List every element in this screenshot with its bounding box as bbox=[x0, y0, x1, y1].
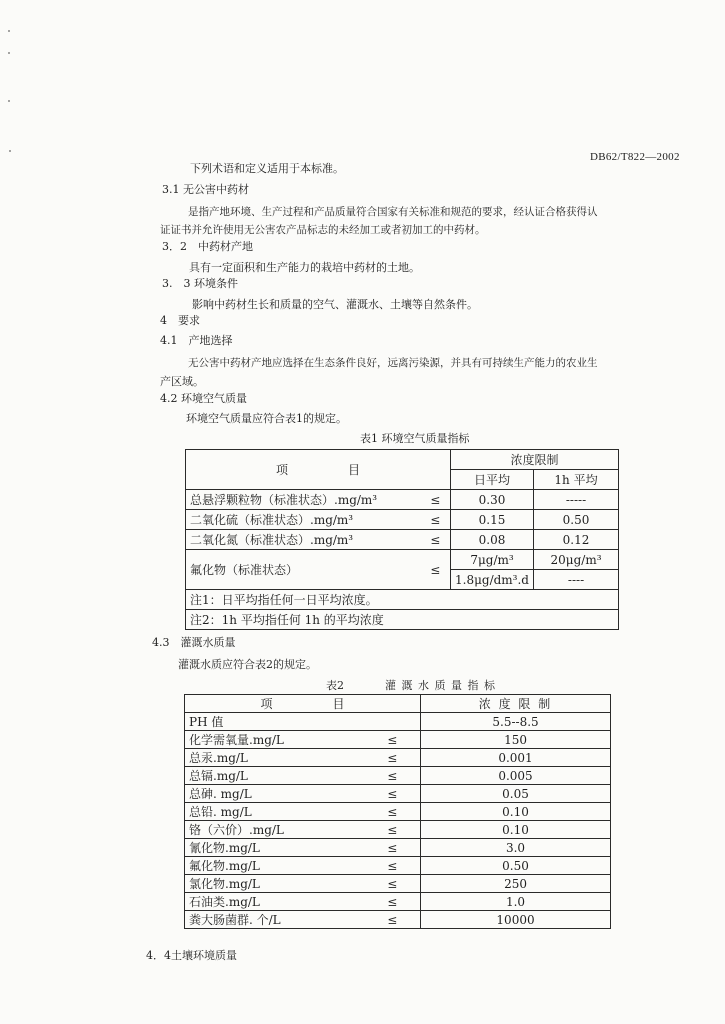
table2-item: 氯化物.mg/L bbox=[185, 875, 365, 893]
section-4-3-title: 4.3 灌溉水质量 bbox=[152, 636, 236, 649]
table-row bbox=[185, 839, 611, 857]
table-row bbox=[186, 510, 619, 530]
section-3-1-body-cont: 证证书并允许使用无公害农产品标志的未经加工或者初加工的中药材。 bbox=[160, 224, 486, 236]
leq-symbol: ≤ bbox=[365, 749, 421, 767]
table2-item: 石油类.mg/L bbox=[185, 893, 365, 911]
table2-header-item: 项 目 bbox=[185, 695, 421, 713]
table2-item: 总镉.mg/L bbox=[185, 767, 365, 785]
table2-header-limit: 浓 度 限 制 bbox=[421, 695, 611, 713]
leq-symbol: ≤ bbox=[421, 550, 451, 590]
table1-item-fluoride: 氟化物（标准状态） bbox=[186, 550, 421, 590]
table2-item: 铬（六价）.mg/L bbox=[185, 821, 365, 839]
irrigation-water-table bbox=[184, 694, 611, 929]
table2-value: 0.001 bbox=[421, 749, 611, 767]
table1-day-value: 0.15 bbox=[451, 510, 534, 530]
leq-symbol: ≤ bbox=[421, 510, 451, 530]
table2-symbol bbox=[365, 713, 421, 731]
leq-symbol: ≤ bbox=[365, 767, 421, 785]
table2-value: 1.0 bbox=[421, 893, 611, 911]
leq-symbol: ≤ bbox=[365, 839, 421, 857]
table2-value: 0.10 bbox=[421, 821, 611, 839]
section-4-title: 4 要求 bbox=[160, 314, 200, 327]
section-3-2-title: 3．2 中药材产地 bbox=[162, 240, 253, 253]
table1-hour-value: 0.50 bbox=[534, 510, 619, 530]
scan-speck bbox=[9, 150, 11, 152]
table2-item: PH 值 bbox=[185, 713, 365, 731]
leq-symbol: ≤ bbox=[365, 731, 421, 749]
leq-symbol: ≤ bbox=[365, 893, 421, 911]
leq-symbol: ≤ bbox=[365, 875, 421, 893]
scan-speck bbox=[8, 30, 10, 32]
air-quality-table bbox=[185, 449, 619, 630]
table-row bbox=[185, 731, 611, 749]
table1-note-row bbox=[186, 610, 619, 630]
table2-item: 氟化物.mg/L bbox=[185, 857, 365, 875]
table1-header-hour: 1h 平均 bbox=[534, 470, 619, 490]
table1-note-row bbox=[186, 590, 619, 610]
table1-hour-value: ----- bbox=[534, 490, 619, 510]
intro-text: 下列术语和定义适用于本标准。 bbox=[190, 162, 344, 175]
table1-note-1: 注1：日平均指任何一日平均浓度。 bbox=[186, 590, 619, 610]
scan-speck bbox=[8, 100, 10, 102]
leq-symbol: ≤ bbox=[365, 857, 421, 875]
scan-speck bbox=[8, 52, 10, 54]
section-4-4-title: 4．4土壤环境质量 bbox=[146, 949, 237, 962]
leq-symbol: ≤ bbox=[421, 490, 451, 510]
table-row bbox=[185, 785, 611, 803]
section-4-1-body-cont: 产区域。 bbox=[160, 375, 204, 388]
table-row bbox=[185, 821, 611, 839]
leq-symbol: ≤ bbox=[365, 803, 421, 821]
table-row bbox=[185, 893, 611, 911]
table2-value: 0.10 bbox=[421, 803, 611, 821]
table2-caption-label: 表2 bbox=[326, 679, 344, 692]
section-4-3-body: 灌溉水质应符合表2的规定。 bbox=[178, 658, 317, 671]
leq-symbol: ≤ bbox=[365, 911, 421, 929]
table2-value: 150 bbox=[421, 731, 611, 749]
table2-item: 化学需氧量.mg/L bbox=[185, 731, 365, 749]
table-row bbox=[185, 803, 611, 821]
table1-day-value: 0.08 bbox=[451, 530, 534, 550]
table-row bbox=[185, 911, 611, 929]
table1-item: 二氧化氮（标准状态）.mg/m³ bbox=[186, 530, 421, 550]
table1-header-limit: 浓度限制 bbox=[451, 450, 619, 470]
section-4-2-body: 环境空气质量应符合表1的规定。 bbox=[186, 412, 347, 425]
section-3-1-body: 是指产地环境、生产过程和产品质量符合国家有关标准和规范的要求，经认证合格获得认 bbox=[188, 206, 598, 218]
table2-value: 0.005 bbox=[421, 767, 611, 785]
table-row bbox=[185, 875, 611, 893]
table2-item: 总铅. mg/L bbox=[185, 803, 365, 821]
table1-item: 二氧化硫（标准状态）.mg/m³ bbox=[186, 510, 421, 530]
table1-day-value: 1.8μg/dm³.d bbox=[451, 570, 534, 590]
table2-value: 5.5--8.5 bbox=[421, 713, 611, 731]
table1-hour-value: ---- bbox=[534, 570, 619, 590]
section-3-2-body: 具有一定面积和生产能力的栽培中药材的土地。 bbox=[189, 261, 420, 274]
table1-day-value: 0.30 bbox=[451, 490, 534, 510]
table-row bbox=[186, 490, 619, 510]
table-row bbox=[185, 749, 611, 767]
leq-symbol: ≤ bbox=[365, 821, 421, 839]
section-3-3-title: 3. 3 环境条件 bbox=[162, 277, 238, 290]
table2-value: 250 bbox=[421, 875, 611, 893]
table2-item: 总砷. mg/L bbox=[185, 785, 365, 803]
table1-header-day: 日平均 bbox=[451, 470, 534, 490]
section-4-1-title: 4.1 产地选择 bbox=[160, 334, 233, 347]
leq-symbol: ≤ bbox=[421, 530, 451, 550]
leq-symbol: ≤ bbox=[365, 785, 421, 803]
section-4-2-title: 4.2 环境空气质量 bbox=[160, 392, 247, 405]
table1-day-value: 7μg/m³ bbox=[451, 550, 534, 570]
table2-value: 0.50 bbox=[421, 857, 611, 875]
standard-code: DB62/T822—2002 bbox=[590, 151, 680, 163]
table-row bbox=[185, 767, 611, 785]
table2-value: 10000 bbox=[421, 911, 611, 929]
section-4-1-body: 无公害中药材产地应选择在生态条件良好，远离污染源，并具有可持续生产能力的农业生 bbox=[188, 357, 598, 369]
table2-value: 0.05 bbox=[421, 785, 611, 803]
table1-hour-value: 0.12 bbox=[534, 530, 619, 550]
table1-header-item: 项 目 bbox=[186, 450, 451, 490]
table1-note-2: 注2：1h 平均指任何 1h 的平均浓度 bbox=[186, 610, 619, 630]
table1-hour-value: 20μg/m³ bbox=[534, 550, 619, 570]
table2-item: 总汞.mg/L bbox=[185, 749, 365, 767]
table1-caption: 表1 环境空气质量指标 bbox=[360, 432, 470, 445]
table1-item: 总悬浮颗粒物（标准状态）.mg/m³ bbox=[186, 490, 421, 510]
table2-caption-title: 灌 溉 水 质 量 指 标 bbox=[385, 679, 496, 692]
table1-header-row bbox=[186, 450, 619, 470]
section-3-3-body: 影响中药材生长和质量的空气、灌溉水、土壤等自然条件。 bbox=[192, 298, 478, 311]
table2-header-row bbox=[185, 695, 611, 713]
table-row bbox=[186, 530, 619, 550]
table-row bbox=[185, 713, 611, 731]
table-row bbox=[185, 857, 611, 875]
section-3-1-title: 3.1 无公害中药材 bbox=[162, 183, 249, 196]
table2-item: 氰化物.mg/L bbox=[185, 839, 365, 857]
table2-item: 粪大肠菌群. 个/L bbox=[185, 911, 365, 929]
table2-value: 3.0 bbox=[421, 839, 611, 857]
table-row bbox=[186, 550, 619, 570]
